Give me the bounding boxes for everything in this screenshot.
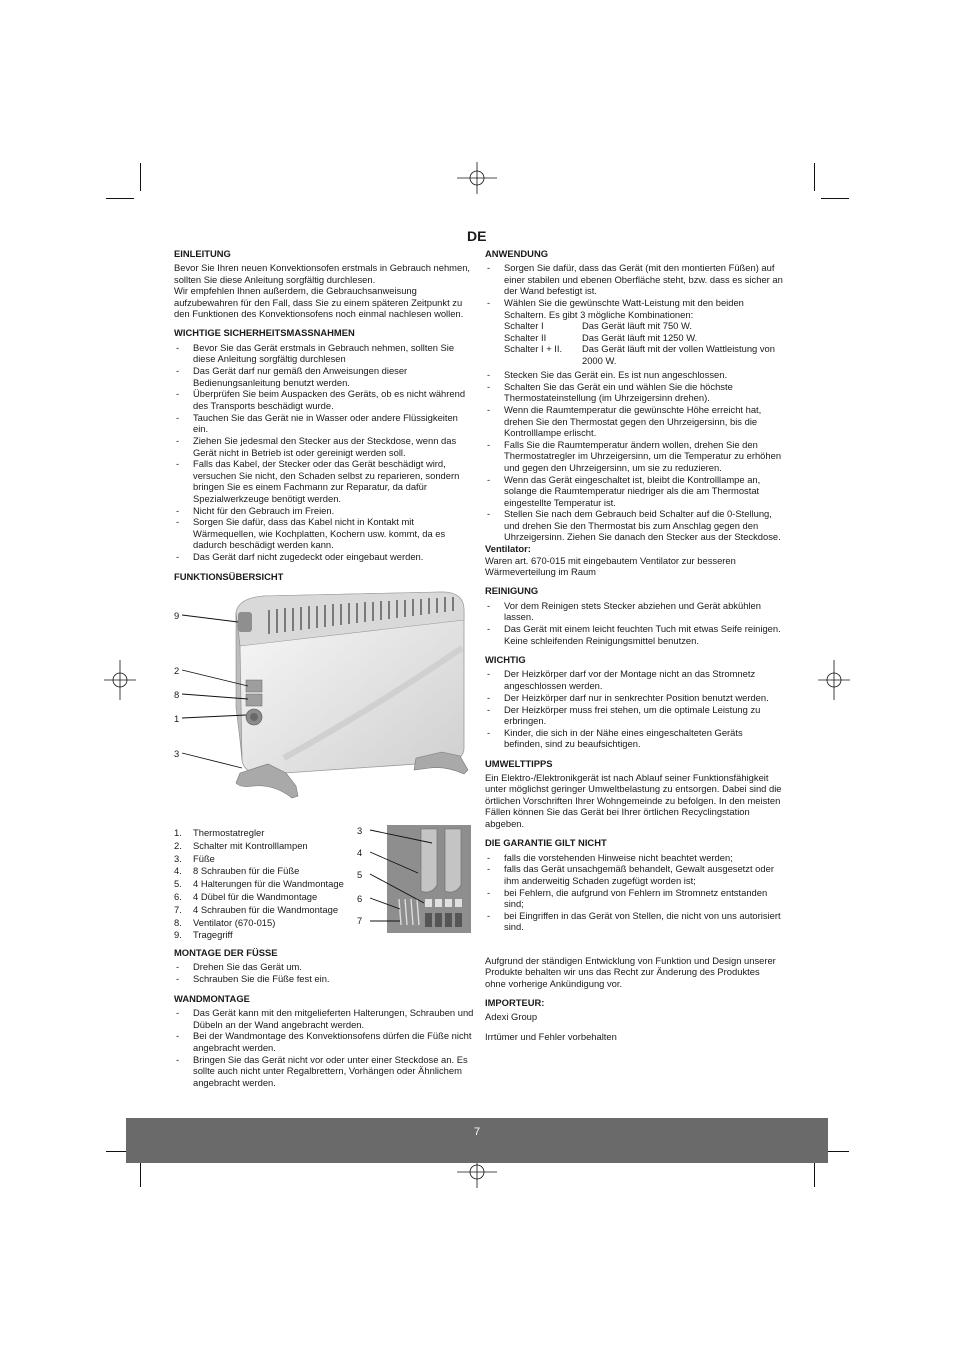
callout-number: 3 [357,824,363,836]
warranty-list [485,852,783,933]
crop-mark [140,1159,141,1187]
list-item: 3. Füße [174,852,215,864]
usage-list-continued [485,369,783,543]
list-item: - Sorgen Sie dafür, dass das Kabel nicht in Kontakt mit Wärmequellen, wie Kochplatten, Kochern usw. kommt, da es dadurch beschädigt werden kann. [174,516,474,550]
list-item: - Stellen Sie nach dem Gebrauch beid Schalter auf die 0-Stellung, und drehen Sie den Thermostat bis zum Anschlag gegen den Uhrzeigersinn. Ziehen Sie danach den Stecker aus der Steckdose. [485,508,783,542]
section-title: FUNKTIONSÜBERSICHT [174,570,284,582]
callout-number: 8 [174,688,180,700]
section-wandmontage [174,993,474,1088]
list-item: - Falls Sie die Raumtemperatur ändern wollen, drehen Sie den Thermostatregler im Uhrzeigersinn, um die Temperatur zu erhöhen und gegen den Uhrzeigersinn, um sie zu reduzieren. [485,439,783,473]
section-montage [174,947,474,985]
list-item: - Vor dem Reinigen stets Stecker abziehen und Gerät abkühlen lassen. [485,600,783,623]
section-umwelt [485,758,783,829]
change-notice: Aufgrund der ständigen Entwicklung von Funktion und Design unserer Produkte behalten wir uns das Recht zur Änderung des Produktes ohne vorherige Ankündigung vor. [485,954,776,989]
combo-value: Das Gerät läuft mit der vollen Wattleistung von 2000 W. [582,343,775,366]
section-title: IMPORTEUR: [485,997,545,1009]
left-column [174,248,474,1096]
registration-mark-icon [102,658,138,702]
crop-mark [106,198,134,199]
section-einleitung [174,248,474,319]
list-item: - Überprüfen Sie beim Auspacken des Geräts, ob es nicht während des Transports beschädigt wurde. [174,388,474,411]
callout-number: 6 [357,892,363,904]
combo-key: Schalter I [504,320,544,332]
list-item: 7. 4 Schrauben für die Wandmontage [174,903,339,915]
list-item: - Sorgen Sie dafür, dass das Gerät (mit den montierten Füßen) auf einer stabilen und ebenen Oberfläche steht, bzw. dass es sicher an der Wand befestigt ist. [485,262,783,296]
footer-bar [126,1118,828,1163]
language-code: DE [467,228,487,244]
section-title: WANDMONTAGE [174,992,250,1004]
callout-number: 4 [357,846,363,858]
list-item: - Schrauben Sie die Füße fest ein. [174,973,474,984]
heater-illustration [174,588,474,823]
crop-mark [814,163,815,191]
accessories-illustration [387,825,471,933]
list-item: 4. 8 Schrauben für die Füße [174,865,300,877]
errata-notice: Irrtümer und Fehler vorbehalten [485,1030,617,1042]
combo-value: Das Gerät läuft mit 750 W. [582,320,692,332]
list-item: - Stecken Sie das Gerät ein. Es ist nun angeschlossen. [485,369,783,380]
section-title: WICHTIGE SICHERHEITSMASSNAHMEN [174,327,355,339]
list-item: - Bevor Sie das Gerät erstmals in Gebrauch nehmen, sollten Sie diese Anleitung sorgfältig durchlesen [174,342,474,365]
list-item: - Wenn die Raumtemperatur die gewünschte Höhe erreicht hat, drehen Sie den Thermostat gegen den Uhrzeigersinn, bis die Kontrolllampe erlischt. [485,404,783,438]
section-sicherheit [174,327,474,562]
section-title: DIE GARANTIE GILT NICHT [485,837,607,849]
crop-mark [814,1159,815,1187]
list-item: - bei Fehlern, die aufgrund von Fehlern im Stromnetz entstanden sind; [485,887,783,910]
list-item: - Wählen Sie die gewünschte Watt-Leistung mit den beiden Schaltern. Es gibt 3 mögliche Kombinationen: [485,297,783,320]
list-item: - falls die vorstehenden Hinweise nicht beachtet werden; [485,852,783,863]
callout-number: 1 [174,712,180,724]
cleaning-list [485,600,783,646]
crop-mark [140,163,141,191]
list-item: 1. Thermostatregler [174,826,265,838]
wall-mount-list [174,1007,474,1088]
section-title: EINLEITUNG [174,248,231,259]
callout-number: 9 [174,609,180,621]
list-item: - Falls das Kabel, der Stecker oder das Gerät beschädigt wird, versuchen Sie nicht, den Schaden selbst zu reparieren, sondern bringen Sie es einem Fachmann zur Reparatur, da dafür Spezialwerkzeuge benötigt werden. [174,458,474,504]
list-item: - Das Gerät darf nur gemäß den Anweisungen dieser Bedienungsanleitung benutzt werden. [174,365,474,388]
section-importeur [485,997,783,1023]
registration-mark-icon [816,658,852,702]
section-reinigung [485,585,783,646]
right-column [485,248,783,1042]
list-item: - Schalten Sie das Gerät ein und wählen Sie die höchste Thermostateinstellung (im Uhrzeigersinn drehen). [485,381,783,404]
callout-number: 7 [357,914,363,926]
list-item: 6. 4 Dübel für die Wandmontage [174,890,318,902]
list-item: - Der Heizkörper darf vor der Montage nicht an das Stromnetz angeschlossen werden. [485,668,783,691]
list-item: - Tauchen Sie das Gerät nie in Wasser oder andere Flüssigkeiten ein. [174,412,474,435]
section-anwendung [485,248,783,577]
montage-list [174,961,474,984]
section-title: WICHTIG [485,653,526,665]
list-item: - Bei der Wandmontage des Konvektionsofens dürfen die Füße nicht angebracht werden. [174,1030,474,1053]
registration-mark-icon [455,160,499,196]
section-title: ANWENDUNG [485,248,549,259]
list-item: - Kinder, die sich in der Nähe eines eingeschalteten Geräts befinden, sind zu beaufsichtigen. [485,727,783,750]
list-item: - Der Heizkörper muss frei stehen, um die optimale Leistung zu erbringen. [485,704,783,727]
list-item: - Das Gerät darf nicht zugedeckt oder eingebaut werden. [174,551,474,562]
list-item: - Nicht für den Gebrauch im Freien. [174,505,474,516]
list-item: 2. Schalter mit Kontrolllampen [174,839,308,851]
accessories-photo [387,825,471,933]
ventilator-text: Waren art. 670-015 mit eingebautem Ventilator zur besseren Wärmeverteilung im Raum [485,554,736,577]
heater-figure [174,588,474,823]
list-item: 5. 4 Halterungen für die Wandmontage [174,878,344,890]
list-item: - falls das Gerät unsachgemäß behandelt, Gewalt ausgesetzt oder ihm anderweitig Schaden zugefügt worden ist; [485,863,783,886]
section-funktion [174,571,474,945]
list-item: - bei Eingriffen in das Gerät von Stellen, die nicht von uns autorisiert sind. [485,910,783,933]
list-item: - Der Heizkörper darf nur in senkrechter Position benutzt werden. [485,692,783,703]
list-item: - Das Gerät kann mit den mitgelieferten Halterungen, Schrauben und Dübeln an der Wand angebracht werden. [174,1007,474,1030]
important-list [485,668,783,749]
list-item: - Wenn das Gerät eingeschaltet ist, bleibt die Kontrolllampe an, solange die Raumtemperatur niedriger als die am Thermostat eingestellte Temperatur ist. [485,474,783,508]
parts-section [174,825,474,945]
list-item: 9. Tragegriff [174,929,233,941]
callout-number: 3 [174,747,180,759]
list-item: 8. Ventilator (670-015) [174,916,276,928]
safety-list [174,342,474,563]
callout-number: 2 [174,664,180,676]
switch-combinations [485,320,783,366]
combo-key: Schalter I + II. [504,343,563,355]
paragraph: Ein Elektro-/Elektronikgerät ist nach Ablauf seiner Funktionsfähigkeit unter möglichst geringer Umweltbelastung zu entsorgen. Dabei sind die örtlichen Vorschriften Ihrer Wohngemeinde zu befolgen. In den meisten Fällen können Sie das Gerät bei Ihrer örtlichen Recyclingstation abgeben. [485,772,782,829]
usage-list [485,262,783,320]
ventilator-label: Ventilator: [485,543,531,555]
paragraph: Wir empfehlen Ihnen außerdem, die Gebrauchsanweisung aufzubewahren für den Fall, dass Sie zu einem späteren Zeitpunkt zu den Funktionen des Konvektionsofens noch einmal nachlesen wollen. [174,285,464,320]
section-title: MONTAGE DER FÜSSE [174,946,278,958]
crop-mark [821,198,849,199]
section-wichtig [485,654,783,750]
list-item: - Ziehen Sie jedesmal den Stecker aus der Steckdose, wenn das Gerät nicht in Betrieb ist oder gereinigt werden soll. [174,435,474,458]
importer-name: Adexi Group [485,1011,538,1023]
parts-list [174,824,364,942]
section-title: REINIGUNG [485,585,539,597]
callout-number: 5 [357,868,363,880]
list-item: - Bringen Sie das Gerät nicht vor oder unter einer Steckdose an. Es sollte auch nicht unter Regalbrettern, Vorhängen oder Ähnlichem angebracht werden. [174,1054,474,1088]
list-item: - Das Gerät mit einem leicht feuchten Tuch mit etwas Seife reinigen. Keine schleifenden Reinigungsmittel benutzen. [485,623,783,646]
section-garantie [485,837,783,933]
paragraph: Bevor Sie Ihren neuen Konvektionsofen erstmals in Gebrauch nehmen, sollten Sie diese Anleitung sorgfältig durchlesen. [174,262,471,285]
list-item: - Drehen Sie das Gerät um. [174,961,474,972]
section-title: UMWELTTIPPS [485,757,553,769]
combo-key: Schalter II [504,331,547,343]
combo-value: Das Gerät läuft mit 1250 W. [582,331,698,343]
page-number: 7 [473,1126,481,1138]
